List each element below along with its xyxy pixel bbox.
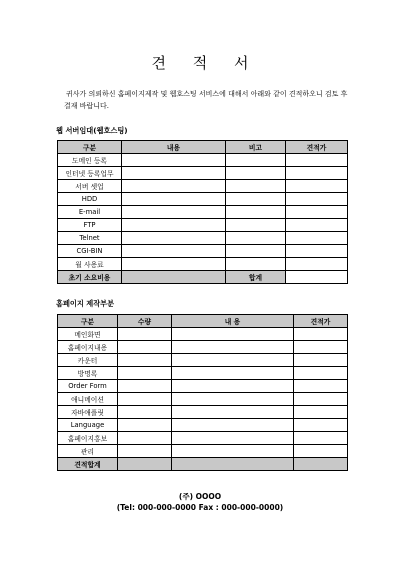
hosting-total-label: 초기 소요비용 — [58, 271, 122, 284]
document-title: 견 적 서 — [151, 54, 260, 72]
homepage-row-label: 자바애플릿 — [58, 406, 118, 419]
homepage-row — [58, 419, 348, 432]
homepage-row-cell[interactable] — [294, 328, 348, 341]
hosting-row-cell[interactable] — [286, 232, 348, 245]
hosting-total-row — [58, 271, 348, 284]
hosting-row-cell[interactable] — [122, 206, 226, 219]
homepage-row-cell[interactable] — [294, 341, 348, 354]
homepage-row-cell[interactable] — [118, 354, 172, 367]
hosting-row — [58, 258, 348, 271]
hosting-row-label: 도메인 등록 — [58, 154, 122, 167]
homepage-row-label: 메인화면 — [58, 328, 118, 341]
hosting-row-cell[interactable] — [286, 206, 348, 219]
hosting-sum-label: 합계 — [226, 271, 286, 284]
hosting-row-label: Telnet — [58, 232, 122, 245]
homepage-row-cell[interactable] — [172, 341, 294, 354]
homepage-row-cell[interactable] — [294, 419, 348, 432]
homepage-row-label: 애니메이션 — [58, 393, 118, 406]
homepage-total-label: 견적합계 — [58, 458, 118, 471]
hosting-row-cell[interactable] — [226, 206, 286, 219]
homepage-row-cell[interactable] — [172, 367, 294, 380]
homepage-row-cell[interactable] — [118, 393, 172, 406]
hosting-row-cell[interactable] — [226, 258, 286, 271]
homepage-row — [58, 406, 348, 419]
hosting-row-cell[interactable] — [286, 245, 348, 258]
homepage-row-cell[interactable] — [172, 406, 294, 419]
homepage-total-price-cell[interactable] — [294, 458, 348, 471]
hosting-row-label: E-mail — [58, 206, 122, 219]
hosting-header-price: 견적가 — [286, 141, 348, 154]
homepage-row — [58, 341, 348, 354]
hosting-header-row — [58, 141, 348, 154]
homepage-total-quantity-cell — [118, 458, 172, 471]
hosting-row — [58, 167, 348, 180]
hosting-row — [58, 154, 348, 167]
homepage-row — [58, 328, 348, 341]
hosting-row-label: CGI-BIN — [58, 245, 122, 258]
homepage-table — [57, 314, 348, 471]
homepage-header-content: 내 용 — [172, 315, 294, 328]
hosting-section-title: 웹 서버임대(웹호스팅) — [56, 126, 128, 135]
homepage-row-cell[interactable] — [172, 393, 294, 406]
hosting-row-cell[interactable] — [122, 219, 226, 232]
hosting-row-cell[interactable] — [226, 154, 286, 167]
homepage-row — [58, 354, 348, 367]
hosting-row-label: FTP — [58, 219, 122, 232]
intro-paragraph: 귀사가 의뢰하신 홈페이지제작 및 웹호스팅 서비스에 대해서 아래와 같이 견적하오니 검토 후 결재 바랍니다. — [64, 90, 348, 110]
hosting-total-price-cell[interactable] — [286, 271, 348, 284]
homepage-row-cell[interactable] — [118, 432, 172, 445]
company-contact: (Tel: 000-000-0000 Fax : 000-000-0000) — [116, 503, 284, 512]
hosting-row-cell[interactable] — [122, 154, 226, 167]
homepage-row-label: 카운터 — [58, 354, 118, 367]
hosting-row-cell[interactable] — [286, 219, 348, 232]
homepage-row-label: 방명록 — [58, 367, 118, 380]
homepage-header-category: 구분 — [58, 315, 118, 328]
hosting-table — [57, 140, 348, 284]
company-name: (주) OOOO — [178, 492, 222, 501]
homepage-header-row — [58, 315, 348, 328]
homepage-section-title: 홈페이지 제작부분 — [56, 299, 115, 308]
hosting-row-cell[interactable] — [286, 193, 348, 206]
homepage-row-label: 홈페이지홍보 — [58, 432, 118, 445]
homepage-row-cell[interactable] — [294, 393, 348, 406]
hosting-row-label: 서버 셋업 — [58, 180, 122, 193]
hosting-row-cell[interactable] — [286, 167, 348, 180]
hosting-row — [58, 219, 348, 232]
homepage-row-cell[interactable] — [118, 406, 172, 419]
hosting-row — [58, 206, 348, 219]
hosting-row-cell[interactable] — [226, 167, 286, 180]
hosting-row-cell[interactable] — [122, 258, 226, 271]
hosting-header-content: 내용 — [122, 141, 226, 154]
hosting-row-label: HDD — [58, 193, 122, 206]
homepage-row-cell[interactable] — [294, 432, 348, 445]
hosting-header-note: 비고 — [226, 141, 286, 154]
homepage-row — [58, 445, 348, 458]
homepage-header-price: 견적가 — [294, 315, 348, 328]
hosting-row-cell[interactable] — [122, 245, 226, 258]
homepage-row-cell[interactable] — [172, 354, 294, 367]
homepage-row-cell[interactable] — [172, 445, 294, 458]
hosting-row-cell[interactable] — [226, 180, 286, 193]
homepage-row-label: Order Form — [58, 380, 118, 393]
hosting-row-cell[interactable] — [122, 180, 226, 193]
homepage-row-label: 관리 — [58, 445, 118, 458]
homepage-row-cell[interactable] — [118, 445, 172, 458]
hosting-row — [58, 232, 348, 245]
homepage-row — [58, 432, 348, 445]
hosting-row-cell[interactable] — [226, 245, 286, 258]
hosting-row-cell[interactable] — [226, 193, 286, 206]
homepage-row-cell[interactable] — [118, 419, 172, 432]
homepage-row-cell[interactable] — [294, 380, 348, 393]
homepage-row-cell[interactable] — [118, 341, 172, 354]
hosting-row — [58, 245, 348, 258]
homepage-row — [58, 393, 348, 406]
homepage-total-content-cell — [172, 458, 294, 471]
homepage-row-cell[interactable] — [294, 367, 348, 380]
hosting-total-content-cell — [122, 271, 226, 284]
homepage-row-label: 홈페이지내용 — [58, 341, 118, 354]
hosting-row-label: 월 사용료 — [58, 258, 122, 271]
hosting-row — [58, 193, 348, 206]
homepage-row-cell[interactable] — [172, 419, 294, 432]
hosting-row-cell[interactable] — [286, 258, 348, 271]
homepage-header-quantity: 수량 — [118, 315, 172, 328]
homepage-row-label: Language — [58, 419, 118, 432]
hosting-row-cell[interactable] — [122, 167, 226, 180]
hosting-row-cell[interactable] — [226, 219, 286, 232]
hosting-row — [58, 180, 348, 193]
homepage-row-cell[interactable] — [172, 380, 294, 393]
homepage-row-cell[interactable] — [118, 328, 172, 341]
homepage-row-cell[interactable] — [172, 328, 294, 341]
hosting-row-cell[interactable] — [226, 232, 286, 245]
hosting-row-cell[interactable] — [286, 180, 348, 193]
hosting-row-cell[interactable] — [286, 154, 348, 167]
homepage-total-row — [58, 458, 348, 471]
homepage-row — [58, 380, 348, 393]
hosting-header-category: 구분 — [58, 141, 122, 154]
homepage-row-cell[interactable] — [294, 406, 348, 419]
hosting-row-label: 인터넷 등록업무 — [58, 167, 122, 180]
homepage-row-cell[interactable] — [294, 445, 348, 458]
homepage-row-cell[interactable] — [118, 367, 172, 380]
homepage-row-cell[interactable] — [118, 380, 172, 393]
homepage-row — [58, 367, 348, 380]
homepage-row-cell[interactable] — [294, 354, 348, 367]
hosting-row-cell[interactable] — [122, 193, 226, 206]
homepage-row-cell[interactable] — [172, 432, 294, 445]
hosting-row-cell[interactable] — [122, 232, 226, 245]
